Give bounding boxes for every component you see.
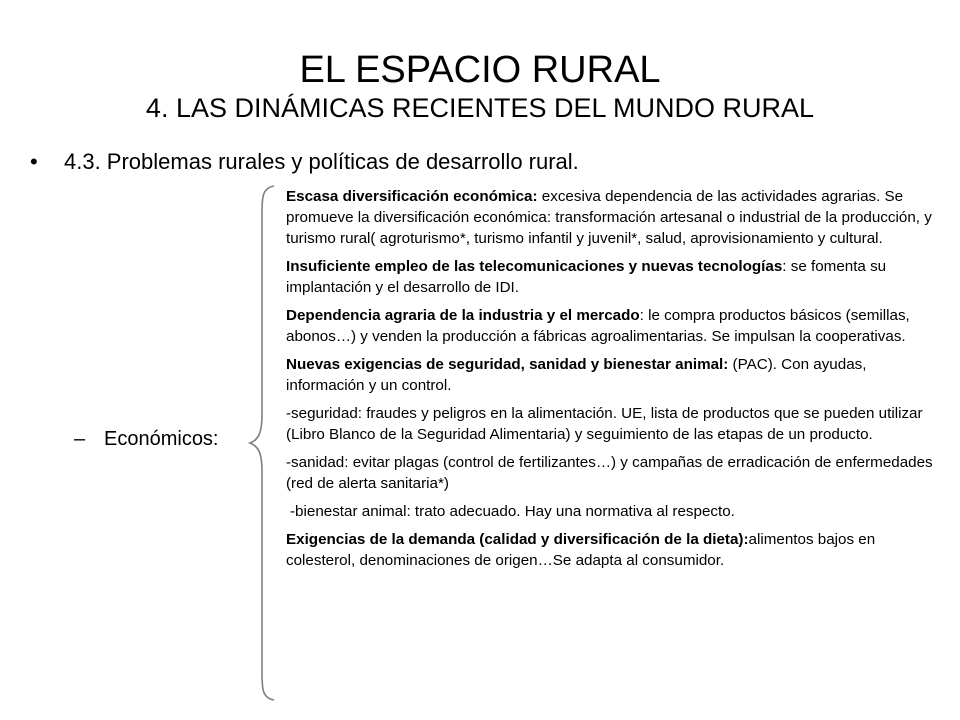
subitem-marker: – <box>74 428 86 450</box>
paragraph-bienestar-animal: -bienestar animal: trato adecuado. Hay una normativa al respecto. <box>290 503 735 520</box>
paragraph-seguridad: -seguridad: fraudes y peligros en la alimentación. UE, lista de productos que se pueden utilizar (Libro Blanco de la Seguridad Alimentaria) y seguimiento de las etapas de un producto. <box>286 405 923 443</box>
curly-brace-icon <box>248 184 278 702</box>
slide-title <box>0 48 960 124</box>
content-list <box>286 186 946 578</box>
title-main: EL ESPACIO RURAL <box>299 49 661 91</box>
bullet-text: 4.3. Problemas rurales y políticas de desarrollo rural. <box>64 149 579 174</box>
paragraph-sanidad: -sanidad: evitar plagas (control de fertilizantes…) y campañas de erradicación de enfermedades (red de alerta sanitaria*) <box>286 454 933 492</box>
paragraph-exigencias-demanda: Exigencias de la demanda (calidad y diversificación de la dieta):alimentos bajos en colesterol, denominaciones de origen…Se adapta al consumidor. <box>286 531 876 569</box>
paragraph-dependencia-agraria: Dependencia agraria de la industria y el mercado: le compra productos básicos (semillas, abonos…) y venden la producción a fábricas agroalimentarias. Se impulsan la cooperativas. <box>286 307 910 345</box>
subitem-text: Económicos: <box>104 428 219 450</box>
paragraph-telecomunicaciones: Insuficiente empleo de las telecomunicaciones y nuevas tecnologías: se fomenta su implantación y el desarrollo de IDI. <box>286 258 887 296</box>
subitem <box>74 426 219 452</box>
paragraph-diversificacion: Escasa diversificación económica: excesiva dependencia de las actividades agrarias. Se promueve la diversificación económica: transformación artesanal o industrial de la producción, y turismo rural( agroturismo*, turismo infantil y juvenil*, salud, aprovisionamiento y cultural. <box>286 188 932 247</box>
title-subtitle: 4. LAS DINÁMICAS RECIENTES DEL MUNDO RURAL <box>145 93 815 123</box>
paragraph-nuevas-exigencias: Nuevas exigencias de seguridad, sanidad y bienestar animal: (PAC). Con ayudas, información y un control. <box>286 356 867 394</box>
bullet-marker: • <box>30 149 38 174</box>
bullet-item <box>30 148 579 176</box>
